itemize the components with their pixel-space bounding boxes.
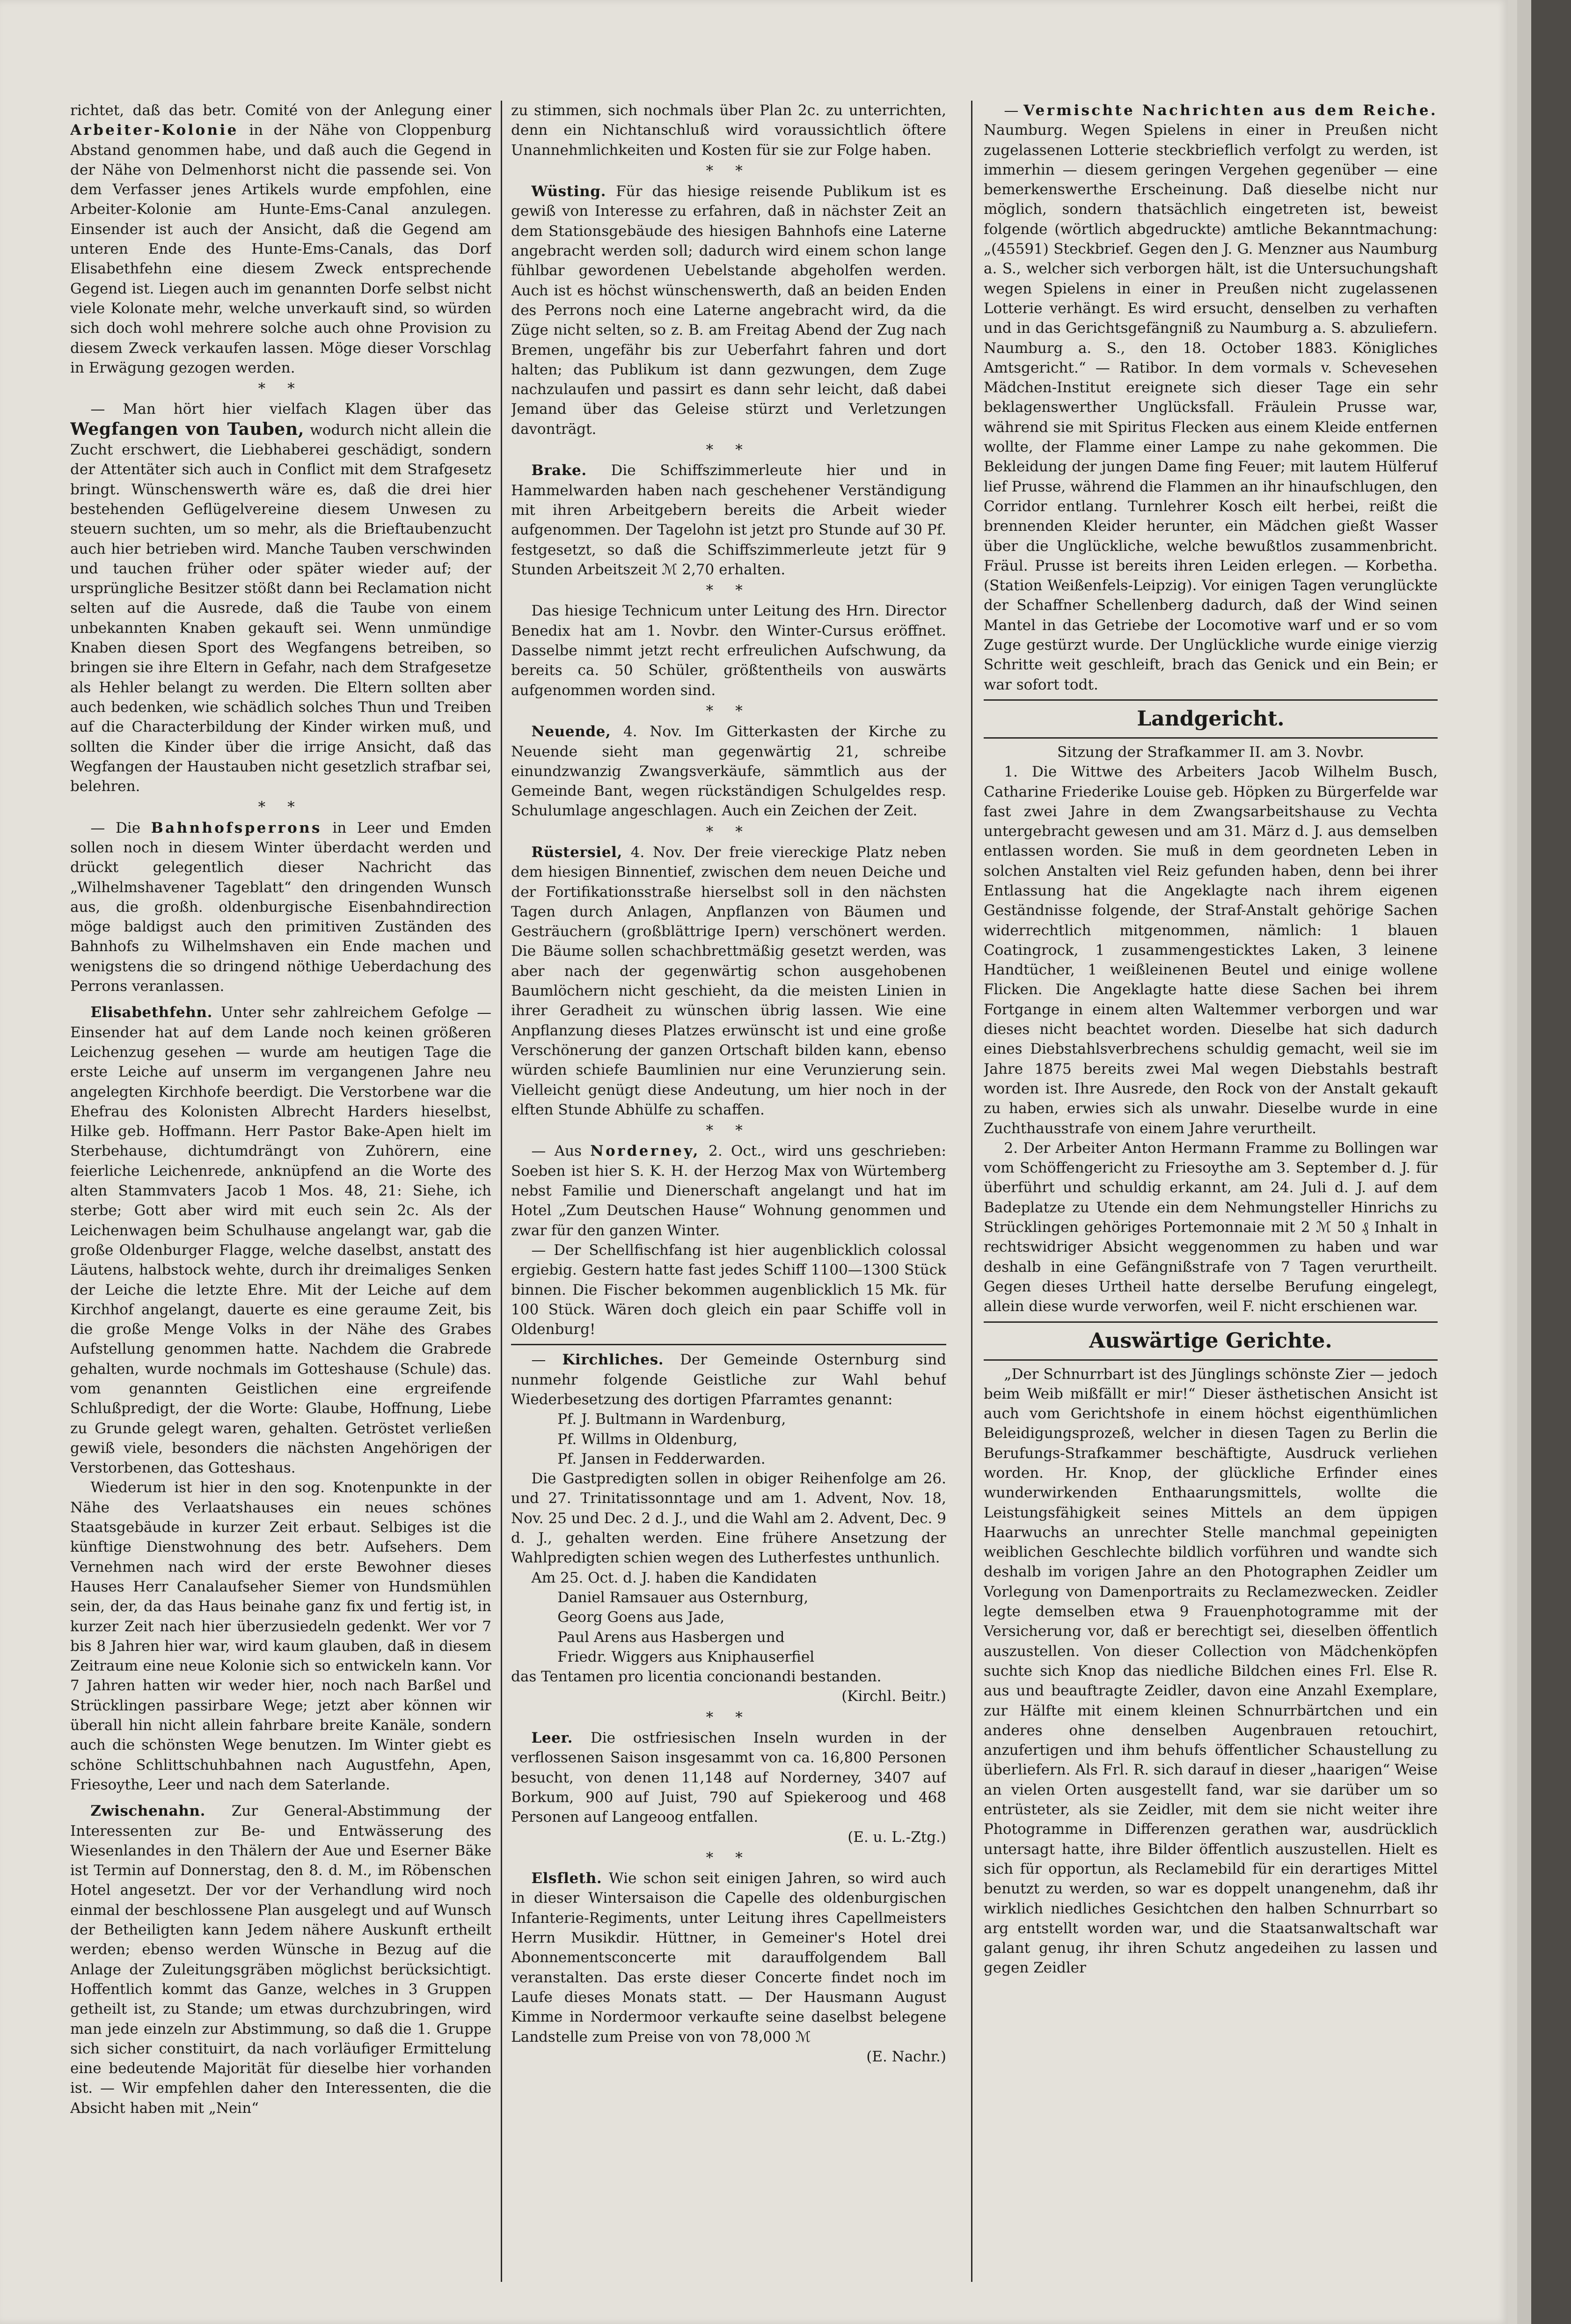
separator-stars: * *	[706, 823, 752, 840]
article-zwischenahn-cont: zu stimmen, sich nochmals über Plan 2c. zu unterrichten, denn ein Nichtanschluß wird voraussichtlich öftere Unannehmlichkeiten und Kosten für sie zur Folge haben.	[511, 102, 946, 159]
article-wuesting: Wüsting. Für das hiesige reisende Publikum ist es gewiß von Interesse zu erfahren, daß in nächster Zeit an dem Stationsgebäude des hiesigen Bahnhofs eine Laterne angebracht werden soll; dadurch wird einem schon lange fühlbar gewordenen Uebelstande abgeholfen werden. Auch ist es höchst wünschenswerth, daß an beiden Enden des Perrons noch eine Laterne angebracht wird, da die Züge nicht selten, so z. B. am Freitag Abend der Zug nach Bremen, ungefähr bis zur Ueberfahrt fahren und dort halten; das Publikum ist dann gezwungen, dem Zuge nachzulaufen und passirt es dann sehr leicht, daß dabei Jemand über das Geleise stürzt und Verletzungen davonträgt.	[511, 183, 946, 438]
column-rule-right	[971, 101, 972, 2282]
article-elisabethfehn-cont: Wiederum ist hier in den sog. Knotenpunkte in der Nähe des Verlaatshauses ein neues schönes Staatsgebäude in kurzer Zeit erbaut. Selbiges ist die künftige Dienstwohnung des betr. Aufsehers. Dem Vernehmen nach wird der erste Bewohner dieses Hauses Herr Canalaufseher Siemer von Hundsmühlen sein, der, da das Haus beinahe ganz fix und fertig ist, in kurzer Zeit nach hier überzusiedeln gedenkt. Wer vor 7 bis 8 Jahren hier war, wird kaum glauben, daß in diesem Zeitraum eine neue Kolonie sich so entwickeln kann. Vor 7 Jahren hatten wir weder hier, noch nach Barßel und Strücklingen passirbare Wege; jetzt aber können wir überall hin nicht allein fahrbare breite Kanäle, sondern auch die schönsten Wege benutzen. Im Winter giebt es schöne Schlittschuhbahnen nach Augustfehn, Apen, Friesoythe, Leer und nach dem Saterlande.	[70, 1479, 491, 1793]
column-rule-left	[501, 101, 502, 2282]
article-gastpredigten: Die Gastpredigten sollen in obiger Reihenfolge am 26. und 27. Trinitatissonntage und am 1. Advent, Nov. 18, Nov. 25 und Dec. 2 d. J., und die Wahl am 2. Advent, Dec. 9 d. J., gehalten werden. Eine frühere Ansetzung der Wahlpredigten schien wegen des Lutherfestes unthunlich.	[511, 1470, 946, 1567]
article-schnurrbart: „Der Schnurrbart ist des Jünglings schönste Zier — jedoch beim Weib mißfällt er mir!“ Dieser ästhetischen Ansicht ist auch vom Gerichtshofe in einem höchst eigenthümlichen Beleidigungsprozeß, welcher in diesen Tagen zu Berlin die Berufungs-Strafkammer beschäftigte, Ausdruck verliehen worden. Hr. Knop, der glückliche Erfinder eines wunderwirkenden Enthaarungsmittels, wollte die Leistungsfähigkeit seines Mittels an dem üppigen Haarwuchs an unrechter Stelle manchmal gepeinigten weiblichen Geschlechte bildlich vorführen und wandte sich deshalb im vorigen Jahre an den Photographen Zeidler um Vorlegung von Damenportraits zu Reclamezwecken. Zeidler legte demselben etwa 9 Frauenphotogramme mit der Versicherung vor, daß er berechtigt sei, dieselben öffentlich auszustellen. Von dieser Collection von Mädchenköpfen suchte sich Knop das niedliche Bildchen eines Frl. Else R. aus und beauftragte Zeidler, davon eine Anzahl Exemplare, zur Hälfte mit einem kleinen Schnurrbärtchen und ein anderes ohne denselben Augenbrauen retouchirt, anzufertigen und ihm behufs öffentlicher Schaustellung zu überliefern. Als Frl. R. sich darauf in dieser „haarigen“ Weise an vielen Orten ausgestellt fand, war sie darüber um so entrüsteter, als sie Zeidler, mit dem sie nicht weiter ihre Photogramme in Differenzen gerathen war, ausdrücklich untersagt hatte, ihre Bilder öffentlich auszustellen. Hielt es sich für opportun, als Reclamebild für ein derartiges Mittel benutzt zu werden, so war es doppelt unangenehm, daß ihr wirklich niedliches Gesichtchen den halben Schnurrbart so arg entstellt worden war, und die Staatsanwaltschaft war galant genug, ihr ihren Schutz angedeihen zu lassen und gegen Zeidler	[984, 1365, 1438, 1977]
pastor-list-item: Pf. J. Bultmann in Wardenburg,	[557, 1411, 786, 1428]
article-schellfisch: — Der Schellfischfang ist hier augenblicklich colossal ergiebig. Gestern hatte fast jedes Schiff 1100—1300 Stück binnen. Die Fischer bekommen augenblicklich 15 Mk. für 100 Stück. Wären doch gleich ein paar Schiffe voll in Oldenburg!	[511, 1241, 946, 1338]
separator-stars: * *	[258, 799, 304, 816]
separator-stars: * *	[706, 1122, 752, 1139]
candidate-list-item: Georg Goens aus Jade,	[557, 1609, 725, 1626]
page-edge	[1508, 0, 1517, 2324]
article-vermischte-nachrichten: — Vermischte Nachrichten aus dem Reiche. Naumburg. Wegen Spielens in einer in Preußen nicht zugelassenen Lotterie steckbrieflich verfolgt zu werden, ist immerhin — diesem geringen Vergehen gegenüber — eine bemerkenswerthe Erscheinung. Daß dieselbe nicht nur möglich, sondern thatsächlich eingetreten ist, beweist folgende (wörtlich abgedruckte) amtliche Bekanntmachung: „(45591) Steckbrief. Gegen den J. G. Menzner aus Naumburg a. S., welcher sich verborgen hält, ist die Untersuchungshaft wegen Spielens in einer in Preußen nicht zugelassenen Lotterie verhängt. Es wird ersucht, denselben zu verhaften und in das Gerichtsgefängniß zu Naumburg a. S. abzuliefern. Naumburg a. S., den 18. October 1883. Königliches Amtsgericht.“ — Ratibor. In dem vormals v. Schevesehen Mädchen-Institut ereignete sich dieser Tage ein sehr beklagenswerther Unglücksfall. Fräulein Prusse war, während sie mit Spiritus Flecken aus einem Kleide entfernen wollte, der Flamme einer Lampe zu nahe gekommen. Die Bekleidung der jungen Dame fing Feuer; mit lautem Hülferuf lief Prusse, während die Flammen an ihr hinaufschlugen, den Corridor entlang. Turnlehrer Kosch eilt herbei, reißt die brennenden Kleider herunter, ein Mädchen gießt Wasser über die Unglückliche, welche bewußtlos zusammenbricht. Fräul. Prusse ist bereits ihren Leiden erlegen. — Korbetha. (Station Weißenfels-Leipzig). Vor einigen Tagen verunglückte der Schaffner Schellenberg dadurch, daß der Wind seinen Mantel in das Getriebe der Locomotive warf und er so vom Zuge gestürzt wurde. Der Unglückliche wurde einige vierzig Schritte weit geschleift, brach das Genick und ein Bein; er war sofort todt.	[984, 102, 1438, 693]
article-brake: Brake. Die Schiffszimmerleute hier und in Hammelwarden haben nach geschehener Verständigung mit ihren Arbeitgebern bereits die Arbeit wieder aufgenommen. Der Tagelohn ist jetzt pro Stunde auf 30 Pf. festgesetzt, so daß die Schiffszimmerleute jetzt für 9 Stunden Arbeitszeit ℳ 2,70 erhalten.	[511, 462, 946, 578]
article-landgericht-1: 1. Die Wittwe des Arbeiters Jacob Wilhelm Busch, Catharine Friederike Louise geb. Höpken zu Bürgerfelde war fast zwei Jahre in dem Zwangsarbeitshause zu Vechta untergebracht gewesen und am 31. März d. J. aus demselben entlassen worden. Sie muß in dem geordneten Leben in solchen Anstalten viel Reiz gefunden haben, denn bei ihrer Entlassung hat die Angeklagte nach ihrem eigenen Geständnisse folgende, der Straf-Anstalt gehörige Sachen widerrechtlich mitgenommen, nämlich: 1 blauen Coatingrock, 1 zusammengesticktes Laken, 3 leinene Handtücher, 1 weißleinenen Beutel und einige wollene Flicken. Die Angeklagte hatte diese Sachen bei ihrem Fortgange in einem alten Waltemmer verborgen und war dieses nicht beachtet worden. Dieselbe hat sich dadurch eines Diebstahlsverbrechens schuldig gemacht, weil sie im Jahre 1875 bereits zwei Mal wegen Diebstahls bestraft worden ist. Ihre Ausrede, den Rock von der Anstalt gekauft zu haben, erwies sich als unwahr. Dieselbe wurde in eine Zuchthausstrafe von einem Jahre verurtheilt.	[984, 763, 1438, 1137]
section-heading-landgericht: Landgericht.	[984, 699, 1438, 739]
source-credit: (E. Nachr.)	[866, 2048, 946, 2065]
article-tentamen: das Tentamen pro licentia concionandi bestanden.	[511, 1668, 882, 1686]
article-ruestersiel: Rüstersiel, 4. Nov. Der freie viereckige Platz neben dem hiesigen Binnentief, zwischen dem neuen Deiche und der Fortifikationsstraße hierselbst soll in den nächsten Tagen durch Anlagen, Anpflanzen von Bäumen und Gesträuchern (großblättrige Ipern) verschönert werden. Die Bäume sollen schachbrettmäßig gesetzt werden, was aber nach der gegenwärtig schon ausgehobenen Baumlöchern nicht geschieht, da die meisten Linien in ihrer Geradheit zu wünschen übrig lassen. Wie eine Anpflanzung dieses Platzes erwünscht ist und eine große Verschönerung der ganzen Ortschaft bilden kann, ebenso würden schiefe Baumlinien nur eine Verunzierung sein. Vielleicht genügt diese Andeutung, um hier noch in der elften Stunde Abhülfe zu schaffen.	[511, 843, 946, 1118]
separator-stars: * *	[258, 380, 304, 397]
pastor-list-item: Pf. Willms in Oldenburg,	[557, 1430, 738, 1448]
article-elsfleth: Elsfleth. Wie schon seit einigen Jahren, so wird auch in dieser Wintersaison die Capelle des oldenburgischen Infanterie-Regiments, unter Leitung ihres Capellmeisters Herrn Musikdir. Hüttner, in Gemeiner's Hotel drei Abonnementsconcerte mit darauffolgendem Ball veranstalten. Das erste dieser Concerte findet noch im Laufe dieses Monats statt. — Der Hausmann August Kimme in Nordermoor verkaufte seine daselbst belegene Landstelle zum Preise von von 78,000 ℳ	[511, 1870, 946, 2045]
candidate-list-item: Daniel Ramsauer aus Osternburg,	[557, 1589, 809, 1606]
section-rule	[511, 1344, 946, 1345]
scan-background	[1531, 0, 1571, 2324]
separator-stars: * *	[706, 162, 752, 179]
section-heading-auswaertige-gerichte: Auswärtige Gerichte.	[984, 1321, 1438, 1361]
separator-stars: * *	[706, 1708, 752, 1726]
article-zwischenahn: Zwischenahn. Zur General-Abstimmung der Interessenten zur Be- und Entwässerung des Wiesenlandes in den Thälern der Aue und Eserner Bäke ist Termin auf Donnerstag, den 8. d. M., im Röbenschen Hotel angesetzt. Der vor der Verhandlung wird noch einmal der beschlossene Plan ausgelegt und auf Wunsch der Betheiligten kann Jedem nähere Auskunft ertheilt werden; ebenso werden Wünsche in Bezug auf die Anlage der Zuleitungsgräben möglichst berücksichtigt. Hoffentlich kommt das Ganze, welches in 3 Gruppen getheilt ist, zu Stande; um etwas durchzubringen, wird man jede einzeln zur Abstimmung, so daß die 1. Gruppe sich sicher constituirt, da nach vorläufiger Ermittelung eine bedeutende Majorität für dieselbe hier vorhanden ist. — Wir empfehlen daher den Interessenten, die die Absicht haben mit „Nein“	[70, 1803, 491, 2117]
candidate-list-item: Friedr. Wiggers aus Kniphauserfiel	[557, 1648, 815, 1665]
page-edge	[1517, 0, 1531, 2324]
article-arbeiter-kolonie: richtet, daß das betr. Comité von der Anlegung einer Arbeiter-Kolonie in der Nähe von Cloppenburg Abstand genommen habe, und daß auch die Gegend in der Nähe von Delmenhorst nicht die passende sei. Von dem Verfasser jenes Artikels wurde empfohlen, eine Arbeiter-Kolonie am Hunte-Ems-Canal anzulegen. Einsender ist auch der Ansicht, daß die Gegend am unteren Ende des Hunte-Ems-Canals, das Dorf Elisabethfehn eine diesem Zweck entsprechende Gegend ist. Liegen auch im genannten Dorfe selbst nicht viele Kolonate mehr, welche unverkauft sind, so würden sich doch wohl mehrere solche auch ohne Provision zu diesem Zweck verkaufen lassen. Möge dieser Vorschlag in Erwägung gezogen werden.	[70, 102, 491, 376]
column-3	[984, 101, 1438, 2301]
article-bahnhofsperrons: — Die Bahnhofsperrons in Leer und Emden sollen noch in diesem Winter überdacht werden und drückt gelegentlich dieser Nachricht das „Wilhelmshavener Tageblatt“ den dringenden Wunsch aus, die großh. oldenburgische Eisenbahndirection möge baldigst auch den primitiven Zuständen des Bahnhofs zu Wilhelmshaven ein Ende machen und wenigstens die so dringend nöthige Ueberdachung des Perrons veranlassen.	[70, 819, 491, 995]
article-neuende: Neuende, 4. Nov. Im Gitterkasten der Kirche zu Neuende sieht man gegenwärtig 21, schreibe einundzwanzig Zwangsverkäufe, sämmtlich aus der Gemeinde Bant, wegen rückständigen Schulgeldes resp. Schulumlage angeschlagen. Auch ein Zeichen der Zeit.	[511, 723, 946, 820]
candidate-list-item: Paul Arens aus Hasbergen und	[557, 1628, 785, 1646]
separator-stars: * *	[706, 1849, 752, 1866]
article-landgericht-2: 2. Der Arbeiter Anton Hermann Framme zu Bollingen war vom Schöffengericht zu Friesoythe am 3. September d. J. für überführt und schuldig erkannt, am 24. Juli d. J. auf dem Badeplatze zu Utende ein dem Nehmungsteller Hinrichs zu Strücklingen gehöriges Portemonnaie mit 2 ℳ 50 ₰ Inhalt in rechtswidriger Absicht weggenommen zu haben und war deshalb in eine Gefängnißstrafe von 7 Tagen verurtheilt. Gegen dieses Urtheil hatte derselbe Berufung eingelegt, allein diese wurde verworfen, weil F. nicht erschienen war.	[984, 1139, 1438, 1315]
separator-stars: * *	[706, 702, 752, 719]
separator-stars: * *	[706, 582, 752, 599]
column-1	[70, 101, 491, 2301]
column-2	[511, 101, 946, 2301]
article-tauben: — Man hört hier vielfach Klagen über das Wegfangen von Tauben, wodurch nicht allein die Zucht erschwert, die Liebhaberei geschädigt, sondern der Attentäter sich auch in Conflict mit dem Strafgesetz bringt. Wünschenswerth wäre es, daß die drei hier bestehenden Geflügelvereine diesem Unwesen zu steuern suchten, um so mehr, als die Brieftaubenzucht auch hier betrieben wird. Manche Tauben verschwinden und tauchen früher oder später wieder auf; der ursprüngliche Besitzer stößt dann bei Reclamation nicht selten auf die Ausrede, daß die Taube von einem unbekannten Knaben gekauft sei. Wenn unmündige Knaben diesen Sport des Wegfangens betreiben, so bringen sie ihre Eltern in Gefahr, nach dem Strafgesetze als Hehler belangt zu werden. Die Eltern sollten aber auch bedenken, wie schädlich solches Thun und Treiben auf die Characterbildung der Kinder wirken muß, und sollten die Kinder über die irrige Ansicht, daß das Wegfangen der Haustauben nicht gesetzlich strafbar sei, belehren.	[70, 401, 491, 795]
article-elisabethfehn: Elisabethfehn. Unter sehr zahlreichem Gefolge — Einsender hat auf dem Lande noch keinen größeren Leichenzug gesehen — wurde am heutigen Tage die erste Leiche auf unserm im vergangenen Jahre neu angelegten Kirchhofe beerdigt. Die Verstorbene war die Ehefrau des Kolonisten Albrecht Harders hieselbst, Hilke geb. Hoffmann. Herr Pastor Bake-Apen hielt im Sterbehause, dichtumdrängt von Zuhörern, eine feierliche Leichenrede, anknüpfend an die Worte des alten Stammvaters Jacob 1 Mos. 48, 21: Siehe, ich sterbe; Gott aber wird mit euch sein 2c. Als der Leichenwagen beim Schulhause angelangt war, gab die große Oldenburger Flagge, welche daselbst, anstatt des Läutens, halbstock wehte, durch ihr dreimaliges Senken der Leiche die letzte Ehre. Mit der Leiche auf dem Kirchhof angelangt, dauerte es eine geraume Zeit, bis die große Menge Volks in der Nähe des Grabes Aufstellung genommen hatte. Nachdem die Grabrede gehalten, wurde nochmals im Gotteshause (Schule) das. vom genannten Geistlichen eine ergreifende Schlußpredigt, der die Worte: Glaube, Hoffnung, Liebe zu Grunde gelegt waren, gehalten. Getröstet verließen gewiß viele, besonders die nächsten Angehörigen der Verstorbenen, das Gotteshaus.	[70, 1004, 491, 1477]
article-technicum: Das hiesige Technicum unter Leitung des Hrn. Director Benedix hat am 1. Novbr. den Winter-Cursus eröffnet. Dasselbe nimmt jetzt recht erfreulichen Aufschwung, da bereits ca. 50 Schüler, größtentheils von auswärts aufgenommen worden sind.	[511, 602, 946, 699]
article-kirchliches: — Kirchliches. Der Gemeinde Osternburg sind nunmehr folgende Geistliche zur Wahl behuf Wiederbesetzung des dortigen Pfarramtes genannt:	[511, 1351, 946, 1408]
article-kandidaten: Am 25. Oct. d. J. haben die Kandidaten	[531, 1569, 817, 1586]
article-leer: Leer. Die ostfriesischen Inseln wurden in der verflossenen Saison insgesammt von ca. 16,800 Personen besucht, von denen 11,148 auf Norderney, 3407 auf Borkum, 900 auf Juist, 790 auf Spiekeroog und 468 Personen auf Langeoog entfallen.	[511, 1730, 946, 1826]
article-norderney: — Aus Norderney, 2. Oct., wird uns geschrieben: Soeben ist hier S. K. H. der Herzog Max von Würtemberg nebst Familie und Dienerschaft angelangt und hat im Hotel „Zum Deutschen Hause“ Wohnung genommen und zwar für den ganzen Winter.	[511, 1143, 946, 1239]
session-line: Sitzung der Strafkammer II. am 3. Novbr.	[1057, 743, 1364, 761]
source-credit: (Kirchl. Beitr.)	[841, 1688, 946, 1705]
pastor-list-item: Pf. Jansen in Fedderwarden.	[557, 1450, 766, 1467]
separator-stars: * *	[706, 441, 752, 459]
source-credit: (E. u. L.-Ztg.)	[848, 1828, 946, 1846]
